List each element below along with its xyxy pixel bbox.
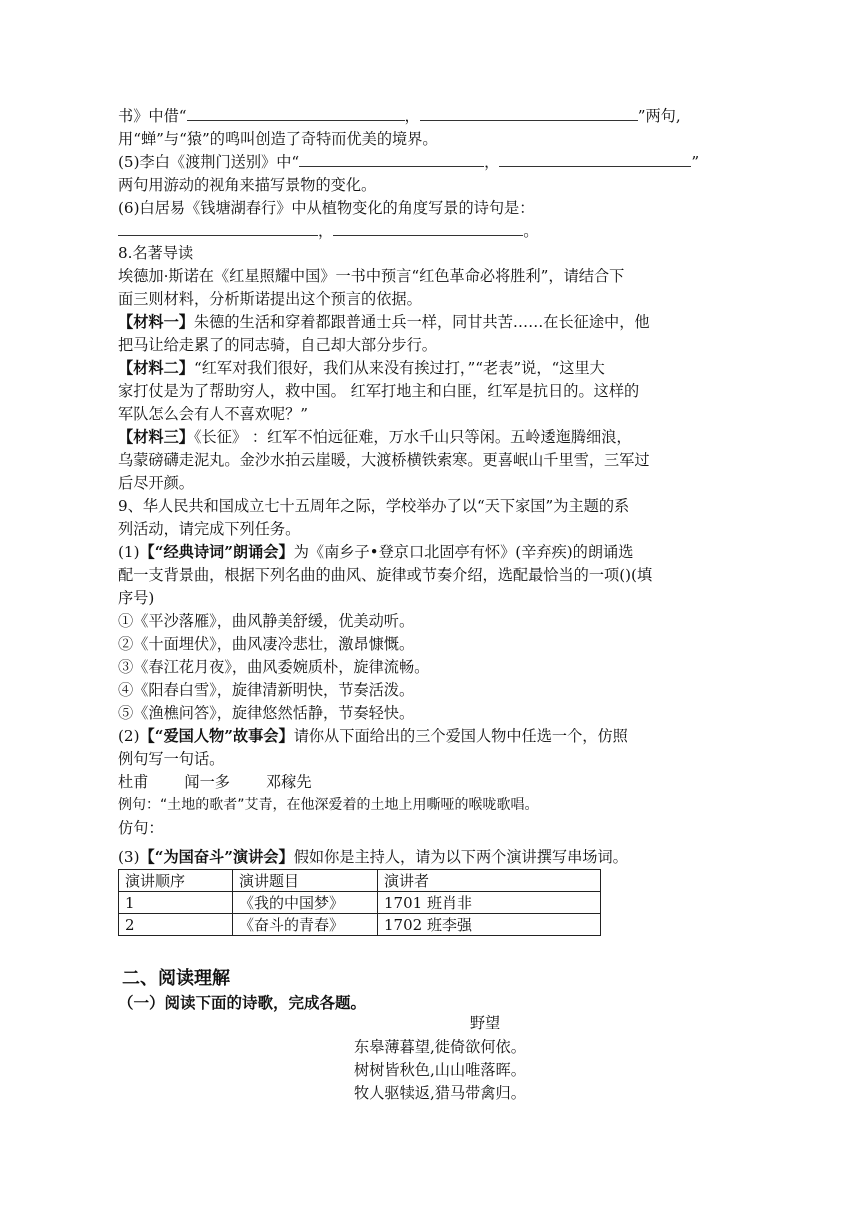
answer-blank[interactable] [299,152,484,167]
q8-line-1: 埃德加·斯诺在《红星照耀中国》一书中预言“红色革命必将胜利”，请结合下 [118,267,625,285]
q7-line-4: 两句用游动的视角来描写景物的变化。 [118,176,377,194]
material-1: 【材料一】朱德的生活和穿着都跟普通士兵一样，同甘共苦……在长征途中，他 [118,313,650,331]
poem-title: 野望 [469,1014,501,1032]
person-list: 杜甫 闻一多 邓稼先 [118,773,312,791]
poem-line: 牧人驱犊返,猎马带禽归。 [354,1084,526,1102]
speech-schedule-table [118,869,601,936]
q7-line-2: 用“蝉”与“猿”的鸣叫创造了奇特而优美的境界。 [118,130,438,148]
table-header: 演讲题目 [233,870,378,892]
material-2-cont2: 军队怎么会有人不喜欢呢？” [118,405,309,423]
task-1: (1)【“经典诗词”朗诵会】为《南乡子•登京口北固亭有怀》(辛弃疾)的朗诵选 [118,543,634,561]
table-cell: 2 [119,914,233,936]
q9-line-1: 9、华人民共和国成立七十五周年之际，学校举办了以“天下家国”为主题的系 [118,497,630,515]
task-1-cont: 配一支背景曲，根据下列名曲的曲风、旋律或节奏介绍，选配最恰当的一项()(填 [118,566,653,584]
music-option-1: ①《平沙落雁》，曲风静美舒缓，优美动听。 [118,612,415,630]
q7-line-5: (6)白居易《钱塘湖春行》中从植物变化的角度写景的诗句是： [118,199,535,217]
table-cell: 《奋斗的青春》 [233,914,378,936]
music-option-2: ②《十面埋伏》，曲风凄冷悲壮，激昂慷慨。 [118,635,415,653]
q7-line-6: ， 。 [118,221,538,241]
task-1-cont2: 序号) [118,589,155,607]
material-1-cont: 把马让给走累了的同志骑，自己却大部分步行。 [118,336,437,354]
section-heading: 二、阅读理解 [122,968,230,989]
material-3-cont2: 后尽开颜。 [118,474,194,492]
poem-line: 东皋薄暮望,徙倚欲何依。 [354,1038,526,1056]
answer-blank[interactable] [118,221,318,236]
table-cell: 1 [119,892,233,914]
task-2-cont: 例句写一句话。 [118,750,225,768]
table-cell: 1701 班肖非 [378,892,601,914]
answer-blank[interactable] [187,106,405,121]
material-2-cont: 家打仗是为了帮助穷人，救中国。 红军打地主和白匪，红军是抗日的。这样的 [118,382,640,400]
table-cell: 1702 班李强 [378,914,601,936]
q8-title: 8.名著导读 [118,244,194,262]
music-option-4: ④《阳春白雪》，旋律清新明快，节奏活泼。 [118,681,415,699]
q7-line-1: 书》中借“ ， ”两句, [118,107,681,125]
material-3: 【材料三】《长征》 ：红军不怕远征难，万水千山只等闲。五岭逶迤腾细浪， [118,428,632,446]
table-header: 演讲者 [378,870,601,892]
table-header: 演讲顺序 [119,870,233,892]
table-cell: 《我的中国梦》 [233,892,378,914]
example-sentence: 例句：“土地的歌者”艾青，在他深爱着的土地上用嘶哑的喉咙歌唱。 [118,797,539,813]
q7-line-3: (5)李白《渡荆门送别》中“ ， ” [118,153,700,171]
answer-blank[interactable] [420,106,638,121]
task-3: (3)【“为国奋斗”演讲会】假如你是主持人，请为以下两个演讲撰写串场词。 [118,848,628,866]
subsection-heading: （一）阅读下面的诗歌，完成各题。 [118,994,367,1012]
imitate-label: 仿句： [118,819,164,837]
task-2: (2)【“爱国人物”故事会】请你从下面给出的三个爱国人物中任选一个，仿照 [118,727,628,745]
answer-blank[interactable] [499,152,691,167]
music-option-3: ③《春江花月夜》，曲风委婉质朴，旋律流畅。 [118,658,430,676]
poem-line: 树树皆秋色,山山唯落晖。 [354,1061,526,1079]
material-2: 【材料二】“红军对我们很好，我们从来没有挨过打，”“老表”说，“这里大 [118,359,605,377]
table-row [119,914,601,936]
material-3-cont: 乌蒙磅礴走泥丸。金沙水拍云崖暖，大渡桥横铁索寒。更喜岷山千里雪，三军过 [118,451,650,469]
table-row [119,892,601,914]
music-option-5: ⑤《渔樵问答》，旋律悠然恬静，节奏轻快。 [118,704,415,722]
q8-line-2: 面三则材料，分析斯诺提出这个预言的依据。 [118,290,422,308]
answer-blank[interactable] [333,221,523,236]
table-header-row [119,870,601,892]
q9-line-2: 列活动，请完成下列任务。 [118,520,301,538]
